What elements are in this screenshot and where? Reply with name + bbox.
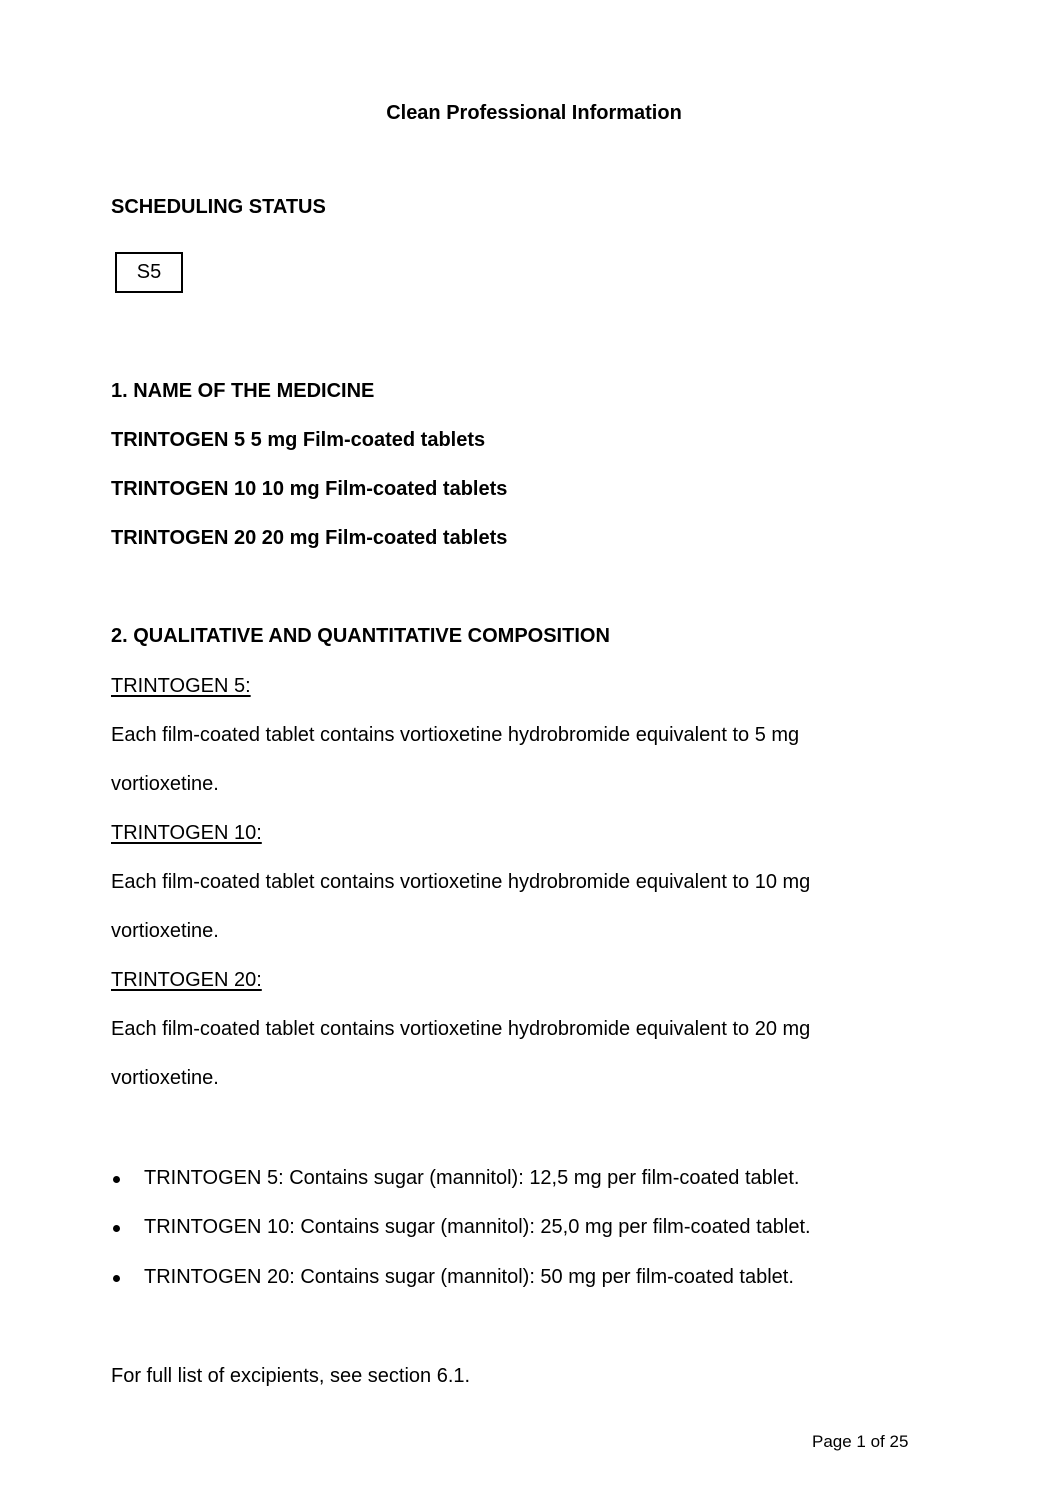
medicine-name: TRINTOGEN 5 5 mg Film-coated tablets <box>111 429 486 451</box>
composition-text: Each film-coated tablet contains vortioxetine hydrobromide equivalent to 5 mg <box>111 724 800 746</box>
document-title: Clean Professional Information <box>386 102 682 124</box>
section2-heading: 2. QUALITATIVE AND QUANTITATIVE COMPOSITION <box>111 625 610 647</box>
schedule-box <box>115 252 183 293</box>
medicine-name: TRINTOGEN 10 10 mg Film-coated tablets <box>111 478 508 500</box>
composition-name: TRINTOGEN 5: <box>111 675 251 697</box>
composition-text: vortioxetine. <box>111 1067 219 1089</box>
section1-heading: 1. NAME OF THE MEDICINE <box>111 380 375 402</box>
page-number: Page 1 of 25 <box>812 1432 909 1451</box>
bullet-icon <box>113 1275 120 1282</box>
excipients-note: For full list of excipients, see section 6.1. <box>111 1365 471 1387</box>
composition-text: Each film-coated tablet contains vortioxetine hydrobromide equivalent to 10 mg <box>111 871 811 893</box>
bullet-icon <box>113 1225 120 1232</box>
medicine-name: TRINTOGEN 20 20 mg Film-coated tablets <box>111 527 508 549</box>
sugar-note: TRINTOGEN 10: Contains sugar (mannitol): 25,0 mg per film-coated tablet. <box>144 1216 811 1238</box>
composition-text: vortioxetine. <box>111 773 219 795</box>
schedule-value: S5 <box>136 261 162 283</box>
bullet-icon <box>113 1176 120 1183</box>
sugar-note: TRINTOGEN 20: Contains sugar (mannitol): 50 mg per film-coated tablet. <box>144 1266 794 1288</box>
composition-name: TRINTOGEN 10: <box>111 822 262 844</box>
composition-text: vortioxetine. <box>111 920 219 942</box>
composition-text: Each film-coated tablet contains vortioxetine hydrobromide equivalent to 20 mg <box>111 1018 811 1040</box>
scheduling-status-heading: SCHEDULING STATUS <box>111 196 326 218</box>
composition-name: TRINTOGEN 20: <box>111 969 262 991</box>
sugar-note: TRINTOGEN 5: Contains sugar (mannitol): 12,5 mg per film-coated tablet. <box>144 1167 800 1189</box>
